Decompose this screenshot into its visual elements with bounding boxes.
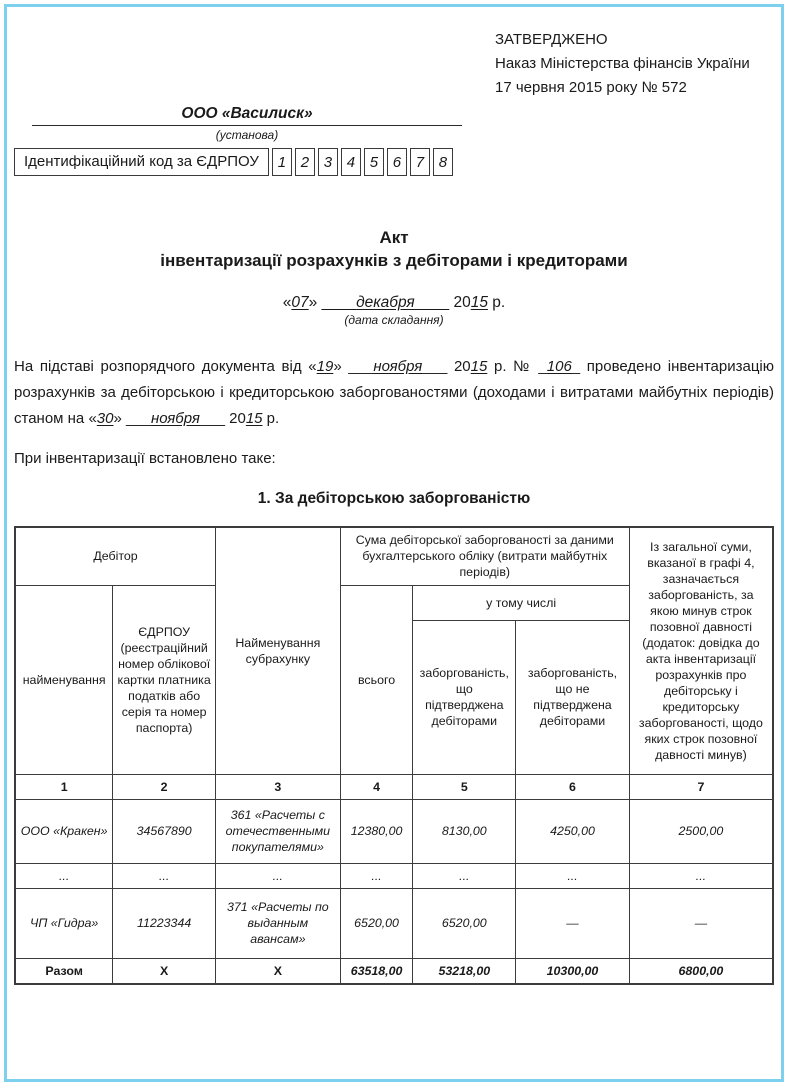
date-open-quote: « <box>282 294 292 311</box>
organization-name: ООО «Василиск» <box>32 104 462 126</box>
intro-text-2: » <box>333 358 349 375</box>
overdue-cell: — <box>629 888 773 958</box>
asof-month: ноября <box>151 410 200 427</box>
confirmed-cell: 8130,00 <box>413 799 516 863</box>
col-number-1: 1 <box>15 774 113 799</box>
asof-day: 30 <box>96 410 114 427</box>
document-title-line-2: інвентаризації розрахунків з дебіторами і кредиторами <box>160 251 628 270</box>
header-subaccount: Найменування субрахунку <box>215 527 340 774</box>
intro-text-1: На підставі розпорядчого документа від « <box>14 358 317 375</box>
order-number: 106 <box>546 358 572 375</box>
confirmed-cell: 6520,00 <box>413 888 516 958</box>
confirmed-cell: ... <box>413 863 516 888</box>
col-number-3: 3 <box>215 774 340 799</box>
debtor-name-cell: ЧП «Гидра» <box>15 888 113 958</box>
total-sum: 63518,00 <box>340 958 413 984</box>
intro-text-8: р. <box>262 410 280 427</box>
order-day: 19 <box>316 358 334 375</box>
total-not-confirmed: 10300,00 <box>516 958 630 984</box>
col-number-6: 6 <box>516 774 630 799</box>
debtors-table <box>14 526 774 985</box>
header-name: найменування <box>15 585 113 774</box>
edrpou-digit-4: 4 <box>341 148 361 176</box>
edrpou-digit-3: 3 <box>318 148 338 176</box>
header-debtor: Дебітор <box>15 527 215 585</box>
header-confirmed: заборгованість, що підтверджена дебіторами <box>413 620 516 774</box>
established-statement: При інвентаризації встановлено таке: <box>14 450 276 467</box>
table-row <box>15 799 773 863</box>
intro-paragraph <box>14 354 774 432</box>
approval-line-1: ЗАТВЕРДЖЕНО <box>495 31 608 48</box>
total-overdue: 6800,00 <box>629 958 773 984</box>
debtor-name-cell: ООО «Кракен» <box>15 799 113 863</box>
debtor-edrpou-cell: 34567890 <box>113 799 216 863</box>
not-confirmed-cell: — <box>516 888 630 958</box>
header-not-confirmed: заборгованість, що не підтверджена дебіторами <box>516 620 630 774</box>
date-caption: (дата складання) <box>344 313 444 327</box>
order-number-fill-right: _ <box>571 358 581 375</box>
total-x-1: Х <box>113 958 216 984</box>
page-frame <box>4 4 784 1082</box>
intro-text-5: проведено інвентаризацію розрахунків за дебіторською і кредиторською заборгованостями (доходами і витратами майбутніх періодів) станом на « <box>14 358 775 427</box>
edrpou-code-row <box>14 148 774 176</box>
total-confirmed: 53218,00 <box>413 958 516 984</box>
debtor-edrpou-cell: 11223344 <box>113 888 216 958</box>
date-fill-right: ____ <box>414 294 450 311</box>
col-number-7: 7 <box>629 774 773 799</box>
total-cell: 12380,00 <box>340 799 413 863</box>
col-number-4: 4 <box>340 774 413 799</box>
total-cell: 6520,00 <box>340 888 413 958</box>
date-close-quote: » <box>308 294 318 311</box>
document-title-line-1: Акт <box>379 228 409 247</box>
edrpou-digits <box>272 148 453 176</box>
approval-line-2: Наказ Міністерства фінансів України <box>495 55 750 72</box>
date-fill-left: ____ <box>321 294 357 311</box>
table-row <box>15 888 773 958</box>
column-numbers-row <box>15 774 773 799</box>
table-row <box>15 863 773 888</box>
header-total: всього <box>340 585 413 774</box>
subaccount-cell: 361 «Расчеты с отечественными покупателями» <box>215 799 340 863</box>
approval-line-3: 17 червня 2015 року № 572 <box>495 79 687 96</box>
total-row <box>15 958 773 984</box>
asof-month-fill-right: ___ <box>199 410 225 427</box>
edrpou-label: Ідентифікаційний код за ЄДРПОУ <box>14 148 269 176</box>
document-title <box>14 226 774 272</box>
total-label: Разом <box>15 958 113 984</box>
edrpou-digit-8: 8 <box>433 148 453 176</box>
intro-text-3: 20 <box>447 358 471 375</box>
header-including: у тому числі <box>413 585 629 620</box>
total-cell: ... <box>340 863 413 888</box>
asof-month-fill-left: ___ <box>126 410 152 427</box>
overdue-cell: ... <box>629 863 773 888</box>
intro-text-6: » <box>113 410 126 427</box>
organization-block <box>32 104 462 143</box>
composition-date-line <box>14 292 774 313</box>
col-number-5: 5 <box>413 774 516 799</box>
edrpou-digit-2: 2 <box>295 148 315 176</box>
asof-year: 15 <box>245 410 263 427</box>
edrpou-digit-1: 1 <box>272 148 292 176</box>
order-month-fill-right: ___ <box>422 358 448 375</box>
intro-text-4: р. № <box>487 358 539 375</box>
date-year-prefix: 20 <box>449 294 471 311</box>
order-number-fill-left: _ <box>538 358 547 375</box>
order-month: ноября <box>373 358 423 375</box>
date-suffix: р. <box>487 294 506 311</box>
overdue-cell: 2500,00 <box>629 799 773 863</box>
not-confirmed-cell: 4250,00 <box>516 799 630 863</box>
not-confirmed-cell: ... <box>516 863 630 888</box>
subaccount-cell: ... <box>215 863 340 888</box>
subaccount-cell: 371 «Расчеты по выданным авансам» <box>215 888 340 958</box>
organization-caption: (установа) <box>215 128 279 142</box>
total-x-2: Х <box>215 958 340 984</box>
debtor-name-cell: ... <box>15 863 113 888</box>
edrpou-digit-5: 5 <box>364 148 384 176</box>
section-1-title: 1. За дебіторською заборгованістю <box>257 490 531 507</box>
header-sum-group: Сума дебіторської заборгованості за даними бухгалтерського обліку (витрати майбутніх періодів) <box>340 527 629 585</box>
debtor-edrpou-cell: ... <box>113 863 216 888</box>
intro-text-7: 20 <box>224 410 246 427</box>
order-year: 15 <box>470 358 488 375</box>
date-year: 15 <box>470 294 488 311</box>
col-number-2: 2 <box>113 774 216 799</box>
date-month: декабря <box>356 294 415 311</box>
order-month-fill-left: ___ <box>348 358 374 375</box>
edrpou-digit-7: 7 <box>410 148 430 176</box>
approval-block <box>495 28 774 100</box>
header-edrpou: ЄДРПОУ (реєстраційний номер облікової картки платника податків або серія та номер паспорта) <box>113 585 216 774</box>
header-overdue: Із загальної суми, вказаної в графі 4, зазначається заборгованість, за якою минув строк позовної давності (додаток: довідка до акта інвентаризації розрахунків про дебіторську і кредиторську заборгованості, щодо яких строк позовної давності минув) <box>629 527 773 774</box>
page-content <box>7 28 781 985</box>
edrpou-digit-6: 6 <box>387 148 407 176</box>
date-day: 07 <box>291 294 309 311</box>
